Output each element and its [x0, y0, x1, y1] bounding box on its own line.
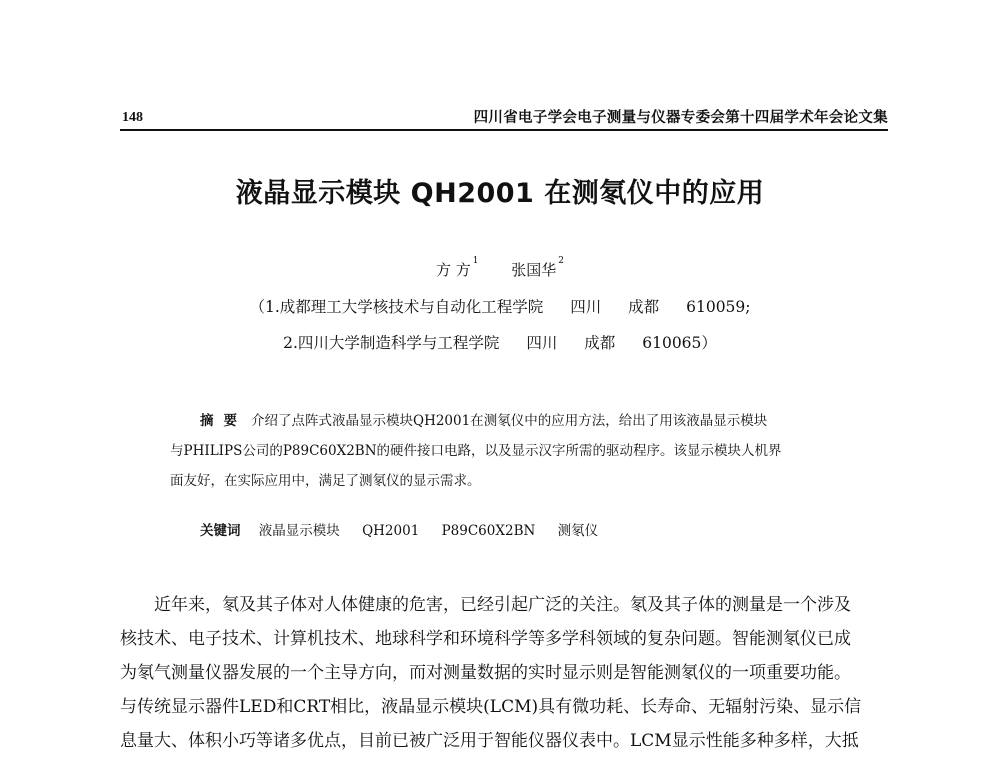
body-paragraph [120, 588, 890, 758]
abstract-line: 与PHILIPS公司的P89C60X2BN的硬件接口电路，以及显示汉字所需的驱动程序。该显示模块人机界 [170, 443, 782, 459]
header-rule [120, 129, 888, 131]
affiliation-postcode: 610059; [686, 298, 751, 316]
body-line [120, 588, 890, 622]
affiliation-postcode: 610065） [642, 334, 717, 352]
paper-title: 液晶显示模块 QH2001 在测氡仪中的应用 [235, 178, 765, 209]
body-line-text: 近年来，氡及其子体对人体健康的危害，已经引起广泛的关注。氡及其子体的测量是一个涉及 [154, 595, 851, 615]
author [511, 256, 565, 279]
keywords [200, 519, 616, 539]
affiliation-province: 四川 [526, 334, 558, 352]
affiliation-org: 2.四川大学制造科学与工程学院 [283, 334, 500, 352]
keyword: QH2001 [362, 523, 420, 539]
running-header-row [120, 104, 888, 130]
author-name: 张国华 [511, 261, 557, 279]
affiliation-2 [0, 331, 1000, 353]
abstract-line: 面友好，在实际应用中，满足了测氡仪的显示需求。 [170, 473, 481, 489]
author-list [0, 256, 1000, 280]
author [435, 256, 479, 279]
page-number: 148 [122, 110, 143, 125]
body-line: 为氡气测量仪器发展的一个主导方向，而对测量数据的实时显示则是智能测氡仪的一项重要功能。 [120, 663, 851, 683]
affiliation-1 [0, 295, 1000, 317]
author-name: 方 方 [435, 261, 471, 279]
affiliation-city: 成都 [584, 334, 616, 352]
affiliation-city: 成都 [628, 298, 660, 316]
body-line: 息量大、体积小巧等诸多优点，目前已被广泛用于智能仪器仪表中。LCM显示性能多种多样，大抵 [120, 731, 859, 751]
abstract-line [170, 406, 830, 436]
keyword: P89C60X2BN [441, 523, 536, 539]
keyword: 液晶显示模块 [258, 523, 340, 539]
abstract-label: 摘要 [200, 413, 247, 429]
body-line: 核技术、电子技术、计算机技术、地球科学和环境科学等多学科领域的复杂问题。智能测氡仪已成 [120, 629, 851, 649]
author-affil-mark: 1 [472, 256, 479, 266]
keyword: 测氡仪 [557, 523, 599, 539]
abstract-text: 介绍了点阵式液晶显示模块QH2001在测氡仪中的应用方法，给出了用该液晶显示模块 [251, 413, 768, 429]
author-affil-mark: 2 [558, 256, 565, 266]
abstract [170, 406, 830, 496]
journal-title: 四川省电子学会电子测量与仪器专委会第十四届学术年会论文集 [473, 110, 888, 126]
body-line: 与传统显示器件LED和CRT相比，液晶显示模块(LCM)具有微功耗、长寿命、无辐射污染、显示信 [120, 697, 862, 717]
affiliation-province: 四川 [570, 298, 602, 316]
keywords-label: 关键词 [200, 523, 241, 539]
affiliation-org: （1.成都理工大学核技术与自动化工程学院 [249, 298, 544, 316]
